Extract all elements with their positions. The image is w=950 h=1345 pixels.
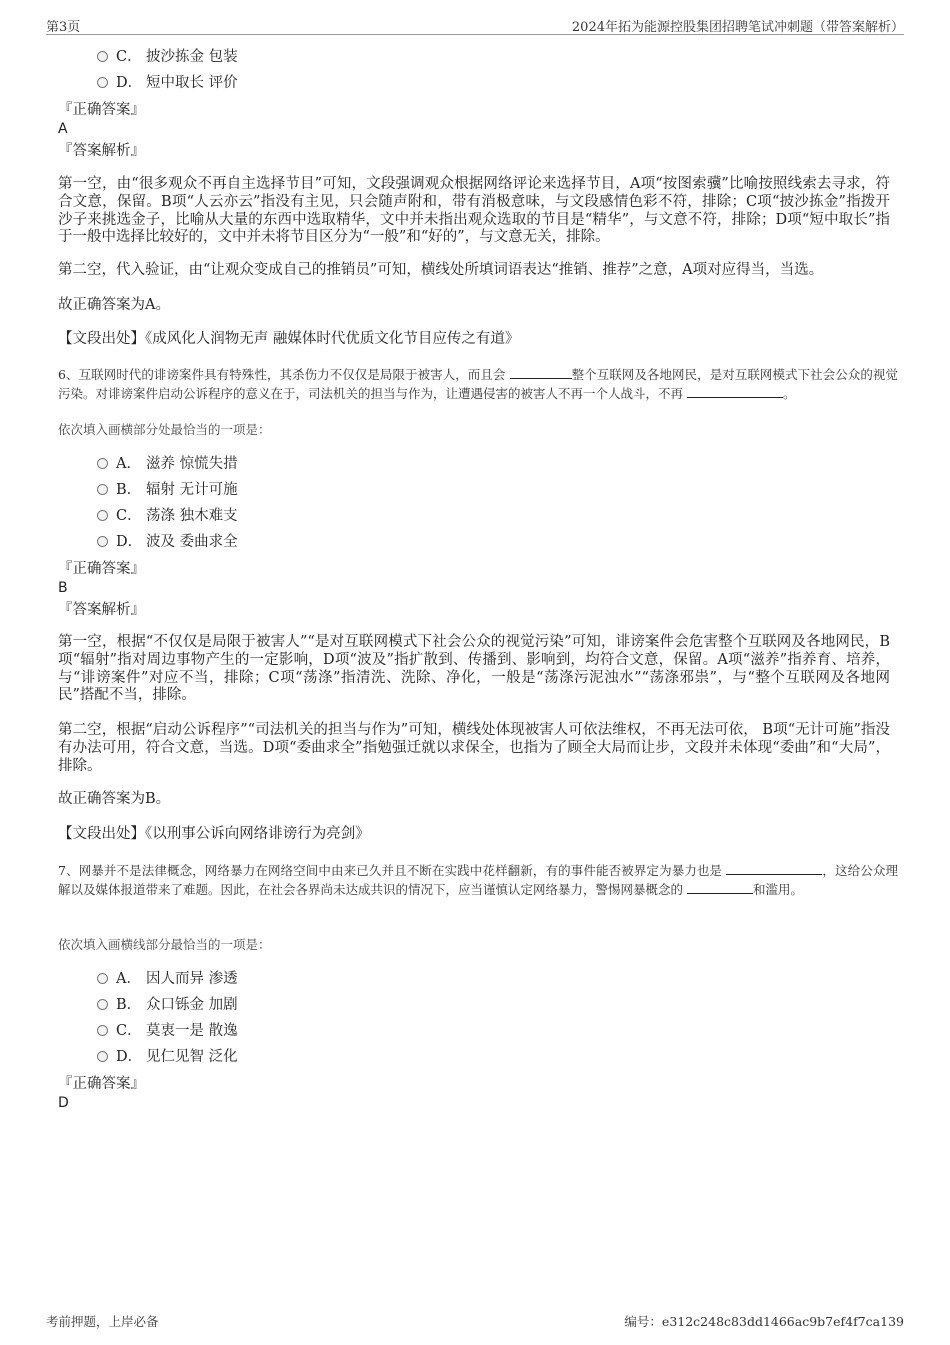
fill-blank: [687, 385, 783, 398]
option-b[interactable]: B． 辐射 无计可施: [97, 480, 238, 500]
radio-icon[interactable]: [97, 999, 108, 1010]
answer-label: 『正确答案』: [58, 561, 145, 577]
option-c[interactable]: C． 荡涤 独木难支: [97, 506, 238, 526]
option-d[interactable]: D． 见仁见智 泛化: [97, 1047, 238, 1067]
fill-blank: [687, 881, 753, 894]
answer-value: B: [58, 580, 68, 596]
radio-icon[interactable]: [97, 1025, 108, 1036]
analysis-label: 『答案解析』: [58, 602, 145, 618]
answer-value: A: [58, 121, 68, 137]
page-number: 第3页: [46, 20, 81, 35]
question-7-stem: 7、网暴并不是法律概念，网络暴力在网络空间中由来已久并且不断在实践中花样翻新，有的事件能否被界定为暴力也是 ，这给公众理解以及媒体报道带来了难题。因此，在社会各界尚未达成共识的情况下，应当谨慎认定网络暴力，警惕网暴概念的 和滥用。: [58, 863, 898, 897]
question-prompt: 依次填入画横部分处最恰当的一项是：: [58, 422, 271, 437]
analysis-label: 『答案解析』: [58, 143, 145, 159]
option-d[interactable]: D． 波及 委曲求全: [97, 532, 238, 552]
radio-icon[interactable]: [97, 510, 108, 521]
analysis-paragraph: 第二空，代入验证，由“让观众变成自己的推销员”可知，横线处所填词语表达“推销、推荐”之意，A项对应得当，当选。: [58, 262, 824, 278]
option-c[interactable]: C． 披沙拣金 包装: [97, 47, 238, 67]
radio-icon[interactable]: [97, 458, 108, 469]
answer-value: D: [58, 1095, 69, 1111]
option-a[interactable]: A． 滋养 惊慌失措: [97, 454, 238, 474]
analysis-conclusion: 故正确答案为A。: [58, 297, 170, 313]
fill-blank: [510, 366, 572, 379]
document-title: 2024年拓为能源控股集团招聘笔试冲刺题（带答案解析）: [571, 20, 904, 35]
option-b[interactable]: B． 众口铄金 加剧: [97, 995, 238, 1015]
answer-label: 『正确答案』: [58, 1076, 145, 1092]
radio-icon[interactable]: [97, 51, 108, 62]
analysis-paragraph: 第一空，由“很多观众不再自主选择节目”可知，文段强调观众根据网络评论来选择节目，A项“按图索骥”比喻按照线索去寻求，符合文意，保留。B项“人云亦云”指没有主见，只会随声附和，带有消极意味，与文段感情色彩不符，排除；C项“披沙拣金”指拨开沙子来挑选金子，比喻从大量的东西中选取精华，文中并未指出观众选取的节目是“精华”，与文意不符，排除；D项“短中取长”指于一般中选择比较好的，文中并未将节目区分为“一般”和“好的”，与文意无关，排除。: [58, 176, 890, 246]
fill-blank: [726, 862, 822, 875]
answer-label: 『正确答案』: [58, 102, 145, 118]
option-c[interactable]: C． 莫衷一是 散逸: [97, 1021, 238, 1041]
analysis-paragraph: 第一空，根据“不仅仅是局限于被害人”“是对互联网模式下社会公众的视觉污染”可知，诽谤案件会危害整个互联网及各地网民，B项“辐射”指对周边事物产生的一定影响，D项“波及”指扩散到、传播到、影响到，均符合文意，保留。A项“滋养”指养育、培养，与“诽谤案件”对应不当，排除；C项“荡涤”指清洗、洗除、净化，一般是“荡涤污泥浊水”“荡涤邪祟”，与“整个互联网及各地网民”搭配不当，排除。: [58, 634, 890, 704]
analysis-conclusion: 故正确答案为B。: [58, 791, 171, 807]
source-citation: 【文段出处】《成风化人润物无声 融媒体时代优质文化节目应传之有道》: [58, 331, 520, 347]
radio-icon[interactable]: [97, 77, 108, 88]
radio-icon[interactable]: [97, 1051, 108, 1062]
question-6-stem: 6、互联网时代的诽谤案件具有特殊性，其杀伤力不仅仅是局限于被害人，而且会 整个互联网及各地网民，是对互联网模式下社会公众的视觉污染。对诽谤案件启动公诉程序的意义在于，司法机关的担当与作为，让遭遇侵害的被害人不再一个人战斗，不再 。: [58, 367, 898, 401]
analysis-paragraph: 第二空，根据“启动公诉程序”“司法机关的担当与作为”可知，横线处体现被害人可依法维权，不再无法可依， B项“无计可施”指没有办法可用，符合文意，当选。D项“委曲求全”指勉强迁就以求保全，也指为了顾全大局而让步，文段并未体现“委曲”和“大局”，排除。: [58, 722, 890, 774]
question-prompt: 依次填入画横线部分最恰当的一项是：: [58, 937, 271, 952]
radio-icon[interactable]: [97, 484, 108, 495]
radio-icon[interactable]: [97, 536, 108, 547]
document-id: 编号：e312c248c83dd1466ac9b7ef4f7ca139: [624, 1314, 904, 1329]
page-footer: [46, 1312, 904, 1330]
footer-slogan: 考前押题，上岸必备: [46, 1314, 159, 1329]
page-header: [46, 14, 904, 35]
radio-icon[interactable]: [97, 973, 108, 984]
source-citation: 【文段出处】《以刑事公诉向网络诽谤行为亮剑》: [58, 826, 370, 842]
option-d[interactable]: D． 短中取长 评价: [97, 73, 238, 93]
option-a[interactable]: A． 因人而异 渗透: [97, 969, 238, 989]
